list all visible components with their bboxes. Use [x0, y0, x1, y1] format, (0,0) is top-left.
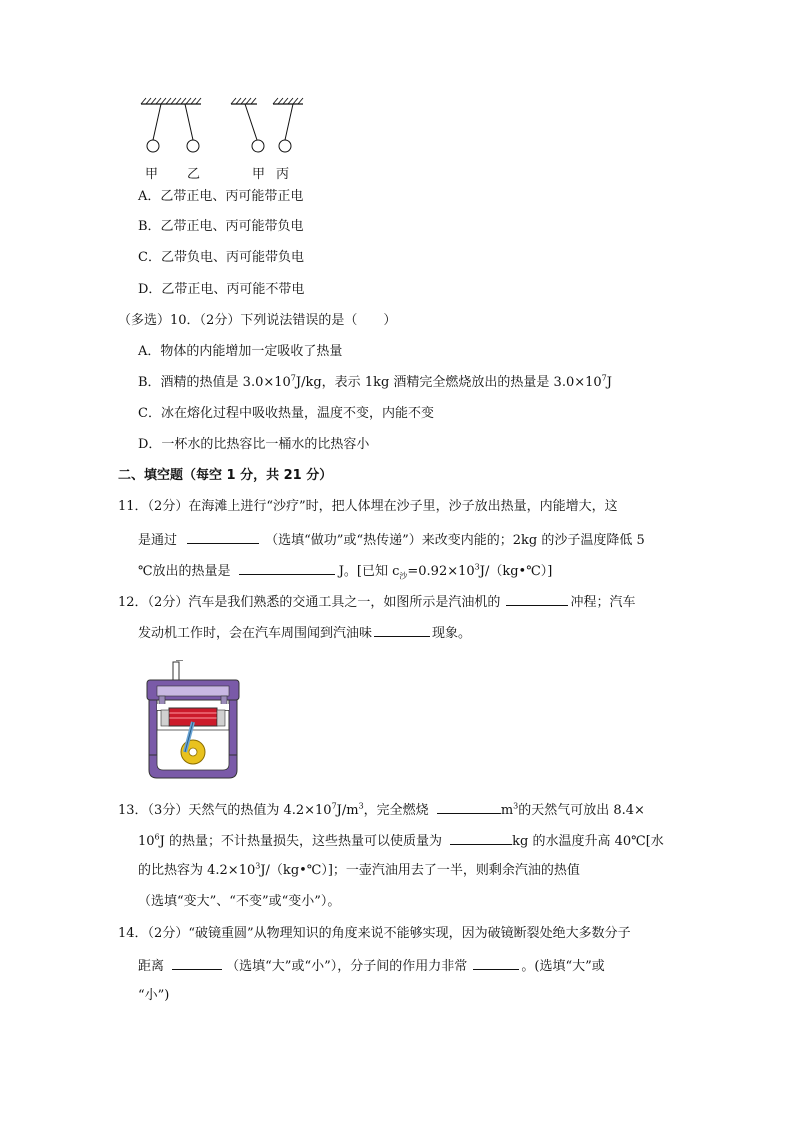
- ceiling-middle: [231, 98, 257, 104]
- ball-jia-right: [252, 140, 264, 152]
- q14-line-2: 距离 （选填“大”或“小”），分子间的作用力非常 。(选填“大”或: [138, 956, 605, 976]
- q12-blank-2[interactable]: [374, 623, 430, 637]
- pendulum-label-jia-2: 甲: [252, 167, 266, 182]
- q10-option-c: C．冰在熔化过程中吸收热量，温度不变，内能不变: [138, 406, 434, 421]
- q9-option-a: A．乙带正电、丙可能带正电: [138, 189, 304, 204]
- pendulum-label-bing: 丙: [276, 167, 290, 182]
- q14-blank-1[interactable]: [172, 956, 222, 970]
- ball-yi: [187, 140, 199, 152]
- q10-option-a: A．物体的内能增加一定吸收了热量: [138, 344, 343, 359]
- q11-line-2: 是通过 （选填“做功”或“热传递”）来改变内能的；2kg 的沙子温度降低 5: [138, 530, 645, 550]
- q10-option-d: D．一杯水的比热容比一桶水的比热容小: [138, 437, 370, 452]
- q11-line-3: ℃放出的热量是 J。[已知 $c_沙=0.92\times 10^3J/(kg•℃)$]: [138, 562, 553, 581]
- section-title-fill-in: 二、填空题（每空 1 分，共 21 分）: [118, 468, 333, 483]
- q9-option-c: C．乙带负电、丙可能带负电: [138, 250, 304, 265]
- q13-line-4: （选填“变大”、“不变”或“变小”）。: [138, 894, 341, 909]
- q13-line-1: 13．（3分）天然气的热值为 $4.2\times 10^7J/m^3$，完全燃烧 $m^3$的天然气可放出 8.4×: [118, 801, 645, 818]
- ceiling-right: [273, 98, 303, 104]
- q9-option-d: D．乙带正电、丙可能不带电: [138, 282, 305, 297]
- q13-line-2: $10^6J$ 的热量；不计热量损失，这些热量可以使质量为 kg 的水温度升高 40℃[水: [138, 832, 664, 849]
- q11-blank-1[interactable]: [187, 530, 259, 544]
- ball-jia-left: [147, 140, 159, 152]
- q10-stem: （多选）10．（2分）下列说法错误的是（ ）: [118, 313, 397, 328]
- q14-line-1: 14．（2分）“破镜重圆”从物理知识的角度来说不能够实现，因为破镜断裂处绝大多数分子: [118, 926, 631, 941]
- ball-bing: [279, 140, 291, 152]
- q9-option-b: B．乙带正电、丙可能带负电: [138, 219, 304, 234]
- q11-line-1: 11．（2分）在海滩上进行“沙疗”时，把人体埋在沙子里，沙子放出热量，内能增大，这: [118, 499, 618, 514]
- q13-blank-2[interactable]: [450, 831, 512, 845]
- q10-option-b: B．酒精的热值是 $3.0\times 10^7J/kg$，表示 1kg 酒精完全燃烧放出的热量是 $3.0\times 10^7J$: [138, 373, 612, 390]
- q12-line-1: 12．（2分）汽车是我们熟悉的交通工具之一，如图所示是汽油机的 冲程；汽车: [118, 592, 635, 612]
- q11-blank-2[interactable]: [239, 561, 335, 575]
- q14-blank-2[interactable]: [473, 956, 519, 970]
- pendulum-label-jia-1: 甲: [145, 167, 159, 182]
- q13-line-3: 的比热容为 $4.2\times 10^3J/(kg•℃)$]；一壶汽油用去了一半，则剩余汽油的热值: [138, 861, 580, 878]
- ceiling-left: [141, 98, 201, 104]
- q13-blank-1[interactable]: [437, 800, 501, 814]
- q12-blank-1[interactable]: [506, 592, 568, 606]
- q12-line-2: 发动机工作时，会在汽车周围闻到汽油味 现象。: [138, 623, 471, 643]
- engine-figure: [143, 660, 243, 780]
- pendulum-label-yi: 乙: [187, 167, 201, 182]
- q14-line-3: “小”): [138, 988, 170, 1003]
